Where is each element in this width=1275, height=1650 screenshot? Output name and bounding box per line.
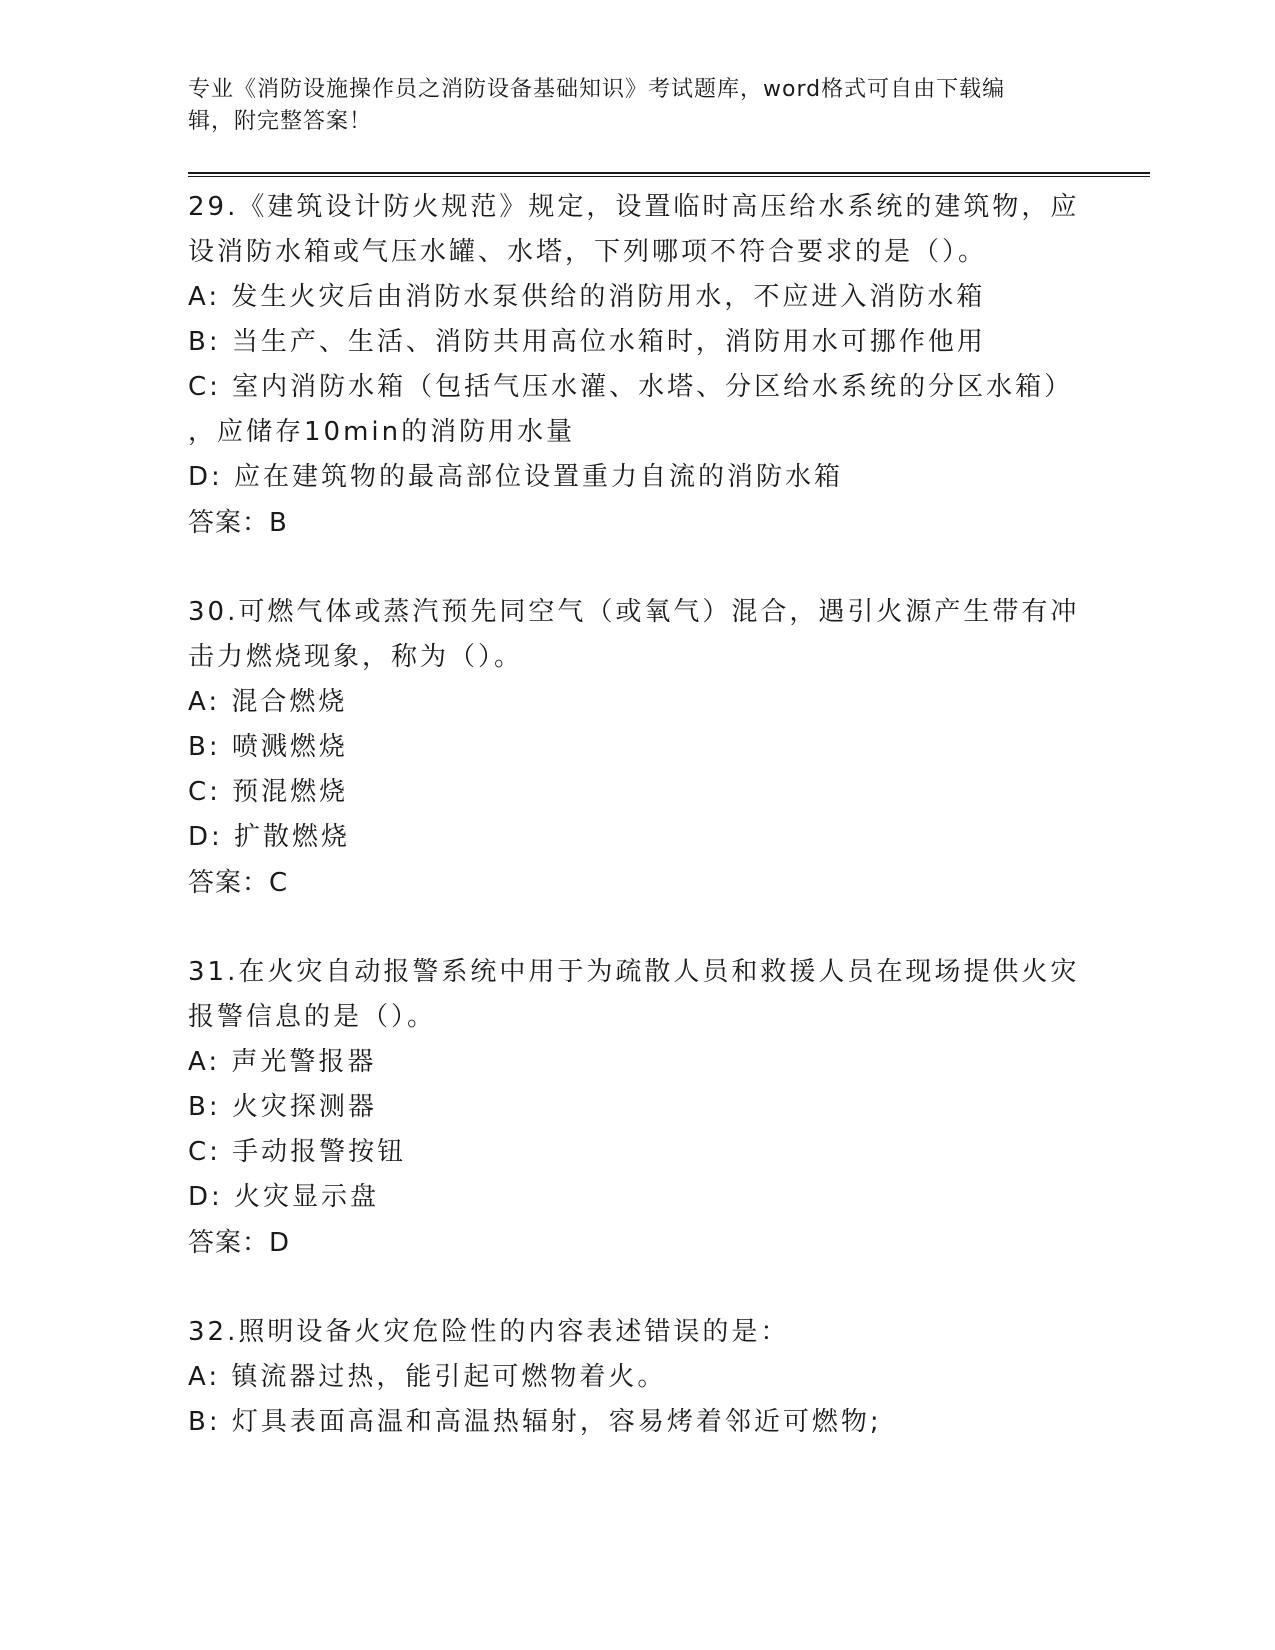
document-header xyxy=(188,74,1058,138)
option-d: D: 应在建筑物的最高部位设置重力自流的消防水箱 xyxy=(188,462,844,492)
option-a: A: 镇流器过热，能引起可燃物着火。 xyxy=(188,1362,667,1392)
question-32 xyxy=(188,1310,1148,1445)
question-stem-line: 31.在火灾自动报警系统中用于为疏散人员和救援人员在现场提供火灾 xyxy=(188,957,1080,987)
question-stem-line: 32.照明设备火灾危险性的内容表述错误的是： xyxy=(188,1317,790,1347)
option-a: A: 混合燃烧 xyxy=(188,687,348,717)
question-stem-line: 设消防水箱或气压水罐、水塔，下列哪项不符合要求的是（）。 xyxy=(188,237,988,267)
option-d: D: 火灾显示盘 xyxy=(188,1182,380,1212)
option-b: B: 喷溅燃烧 xyxy=(188,732,348,762)
option-b: B: 火灾探测器 xyxy=(188,1092,377,1122)
option-a: A: 发生火灾后由消防水泵供给的消防用水，不应进入消防水箱 xyxy=(188,282,986,312)
question-stem-line: 报警信息的是（）。 xyxy=(188,1002,437,1032)
document-page xyxy=(188,74,1148,1489)
answer-text: 答案：C xyxy=(188,868,289,898)
option-c: C: 预混燃烧 xyxy=(188,777,349,807)
question-29 xyxy=(188,185,1148,546)
question-stem-line: 30.可燃气体或蒸汽预先同空气（或氧气）混合，遇引火源产生带有冲 xyxy=(188,597,1080,627)
answer-text: 答案：D xyxy=(188,1228,291,1258)
option-c: C: 手动报警按钮 xyxy=(188,1137,407,1167)
option-b: B: 灯具表面高温和高温热辐射，容易烤着邻近可燃物; xyxy=(188,1407,882,1437)
header-line: 辑，附完整答案！ xyxy=(188,109,373,134)
question-stem-line: 29.《建筑设计防火规范》规定，设置临时高压给水系统的建筑物，应 xyxy=(188,192,1080,222)
question-31 xyxy=(188,950,1148,1266)
header-line: 专业《消防设施操作员之消防设备基础知识》考试题库，word格式可自由下载编 xyxy=(188,77,1006,102)
header-divider xyxy=(188,172,1150,177)
question-stem-line: 击力燃烧现象，称为（）。 xyxy=(188,642,524,672)
answer-text: 答案：B xyxy=(188,508,288,538)
option-c: C: 室内消防水箱（包括气压水灌、水塔、分区给水系统的分区水箱） xyxy=(188,372,1074,402)
option-b: B: 当生产、生活、消防共用高位水箱时，消防用水可挪作他用 xyxy=(188,327,986,357)
option-c-continued: ，应储存10min的消防用水量 xyxy=(188,417,576,447)
question-30 xyxy=(188,590,1148,906)
option-a: A: 声光警报器 xyxy=(188,1047,377,1077)
question-list xyxy=(188,185,1148,1445)
option-d: D: 扩散燃烧 xyxy=(188,822,351,852)
